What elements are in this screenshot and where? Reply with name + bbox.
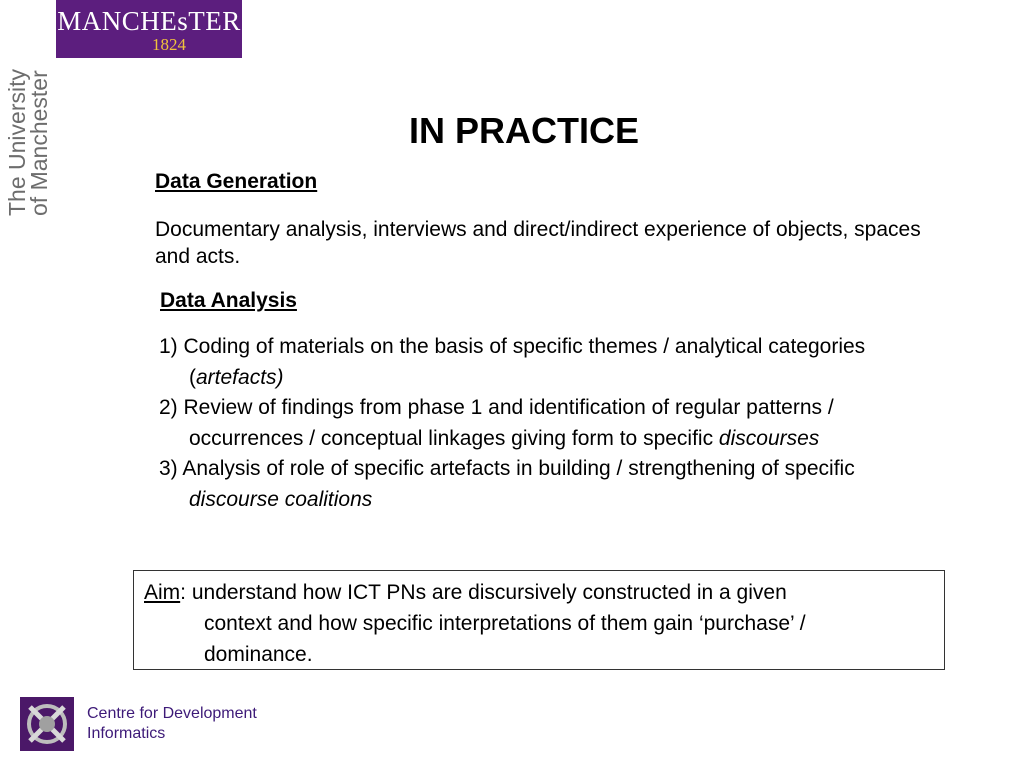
list-item [159, 393, 919, 454]
slide-title: IN PRACTICE [408, 110, 639, 151]
data-generation-heading: Data Generation [155, 170, 318, 193]
list-item-italic: discourse coalitions [189, 487, 373, 511]
wordmark-line2: of Manchester [26, 70, 52, 216]
list-item-text: 1) Coding of materials on the basis of specific themes / analytical categories ( [159, 335, 866, 389]
data-generation-text: Documentary analysis, interviews and direct/indirect experience of objects, spaces and acts. [155, 218, 921, 268]
aim-line1 [144, 577, 934, 608]
footer-line1: Centre for Development [87, 705, 257, 722]
aim-line3: dominance. [204, 643, 313, 666]
aim-text-1: : understand how ICT PNs are discursively constructed in a given [180, 581, 787, 604]
manchester-logo [56, 0, 242, 58]
list-item [159, 454, 919, 515]
footer-line2: Informatics [87, 725, 166, 742]
footer-centre-name [87, 704, 257, 744]
list-item-text: 2) Review of findings from phase 1 and identification of regular patterns / occurrences / conceptual linkages giving form to specific [159, 396, 834, 450]
logo-year: 1824 [152, 35, 186, 54]
list-item-text: 3) Analysis of role of specific artefacts in building / strengthening of specific [159, 457, 855, 480]
wordmark-line1: The University [4, 69, 30, 216]
data-analysis-heading: Data Analysis [160, 289, 297, 312]
aim-box [133, 570, 945, 670]
data-analysis-list [159, 332, 919, 515]
list-item [159, 332, 919, 393]
list-item-italic: discourses [718, 426, 820, 450]
cdi-logo-icon [20, 697, 74, 751]
aim-label: Aim [144, 581, 181, 604]
logo-name: MANCHEsTER [57, 6, 241, 36]
aim-line2: context and how specific interpretations of them gain ‘purchase’ / [204, 612, 806, 635]
list-item-italic: artefacts) [196, 365, 284, 389]
